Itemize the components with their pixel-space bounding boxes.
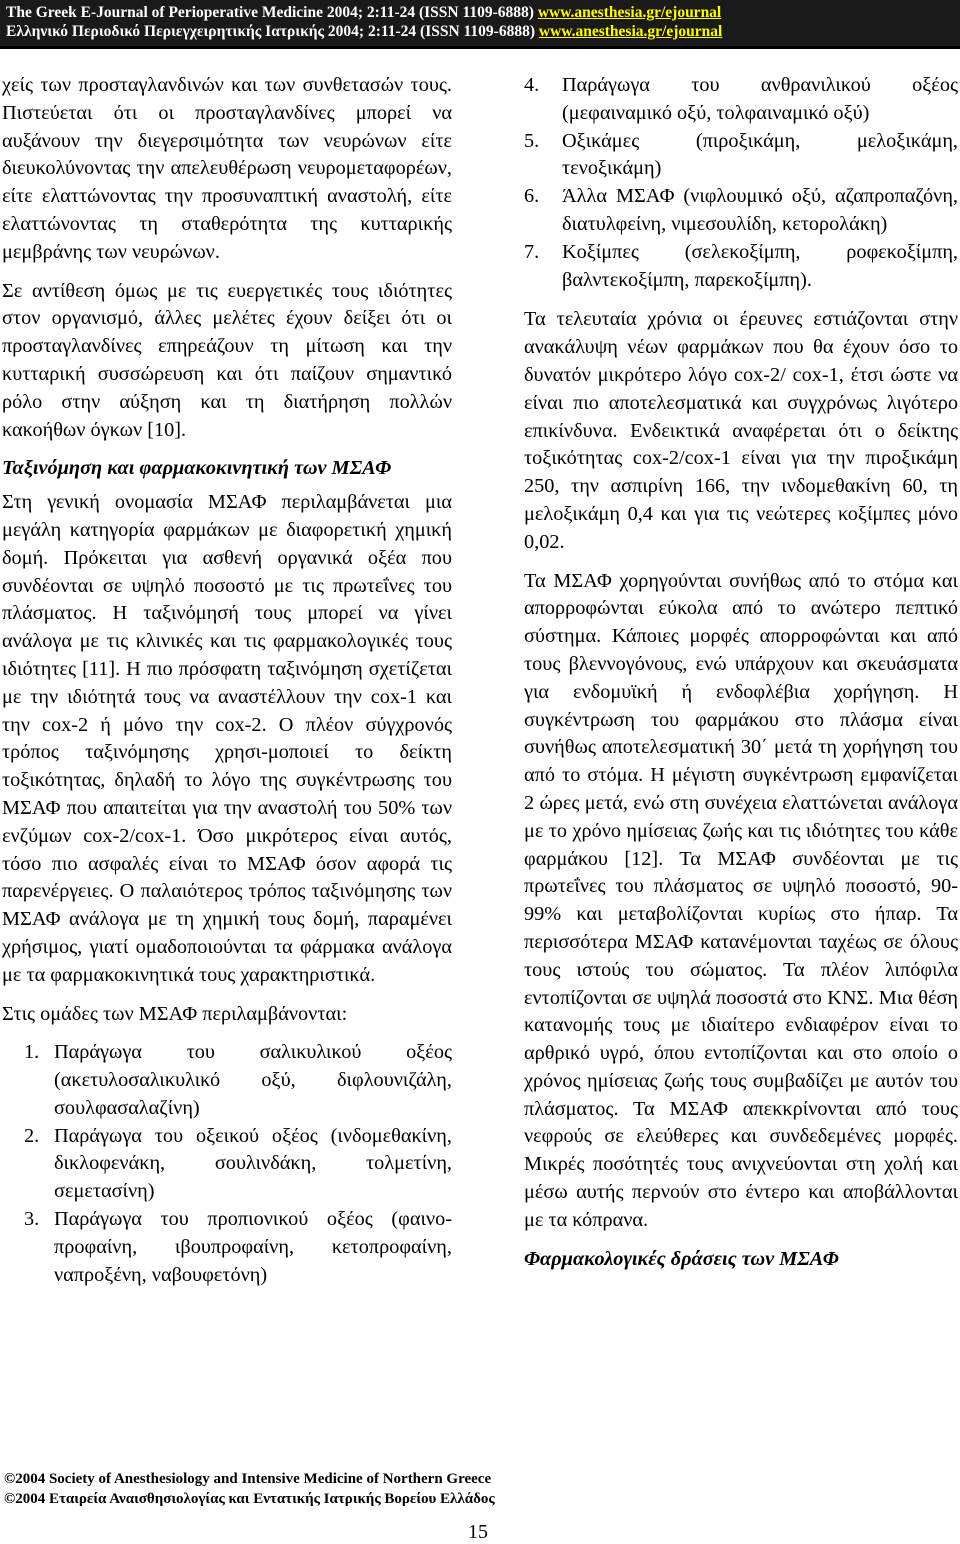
- copyright-greek: ©2004 Εταιρεία Αναισθησιολογίας και Εντατικής Ιατρικής Βορείου Ελλάδος: [4, 1491, 495, 1507]
- list-item-text: Παράγωγα του οξεικού οξέος (ινδομεθακίνη, δικλοφενάκη, σουλινδάκη, τολμετίνη, σεμετασίνη): [54, 1124, 452, 1203]
- list-item-text: Παράγωγα του ανθρανιλικού οξέος (μεφαιναμικό οξύ, τολφαιναμικό οξύ): [562, 74, 958, 124]
- list-item: [2, 1123, 452, 1206]
- nsaid-groups-list-continued: [524, 72, 958, 294]
- list-item-text: Οξικάμες (πιροξικάμη, μελοξικάμη, τενοξικάμη): [562, 129, 958, 180]
- paragraph: Τα τελευταία χρόνια οι έρευνες εστιάζονται στην ανακάλυψη νέων φαρμάκων που θα έχουν όσο το δυνατόν μικρότερο λόγο cox-2/ cox-1, έτσι ώστε να είναι πιο αποτελεσματικά και συγχρόνως λιγότερο επικίνδυνα. Ενδεικτικά αναφέρεται ότι ο δείκτης τοξικότητας cox-2/cox-1 είναι για την πιροξικάμη 250, την ασπιρίνη 166, την ινδομεθακίνη 60, τη μελοξικάμη 0,4 και για τις νεώτερες κοξίμπες μόνο 0,02.: [524, 308, 958, 553]
- list-item: [524, 183, 958, 239]
- page-number: 15: [468, 1521, 488, 1543]
- journal-header: [0, 0, 960, 46]
- header-divider: [0, 46, 960, 49]
- left-column: [2, 72, 452, 1301]
- nsaid-groups-list: [2, 1039, 452, 1289]
- list-item-text: Παράγωγα του σαλικυλικού οξέος (ακετυλοσαλικυλικό οξύ, διφλουνιζάλη, σουλφασαλαζίνη): [54, 1041, 452, 1119]
- list-item: [524, 72, 958, 128]
- copyright-footer: [4, 1469, 495, 1509]
- list-item-number: 3.: [24, 1208, 40, 1231]
- list-item-text: Άλλα ΜΣΑΦ (νιφλουμικό οξύ, αζαπροπαζόνη, διατυλφείνη, νιμεσουλίδη, κετορολάκη): [562, 185, 958, 235]
- paragraph: Στις ομάδες των ΜΣΑΦ περιλαμβάνονται:: [2, 1002, 348, 1025]
- header-citation-english: The Greek E-Journal of Perioperative Medicine 2004; 2:11-24 (ISSN 1109-6888): [6, 4, 538, 21]
- list-item-number: 4.: [524, 74, 540, 96]
- right-column: [524, 72, 958, 1279]
- header-line-english: [6, 3, 960, 22]
- list-item: [2, 1206, 452, 1289]
- section-heading: Φαρμακολογικές δράσεις των ΜΣΑΦ: [524, 1247, 839, 1270]
- list-item-text: Κοξίμπες (σελεκοξίμπη, ροφεκοξίμπη, βαλντεκοξίμπη, παρεκοξίμπη).: [562, 240, 958, 291]
- header-link-greek[interactable]: www.anesthesia.gr/ejournal: [538, 23, 723, 40]
- header-link-english[interactable]: www.anesthesia.gr/ejournal: [537, 4, 722, 21]
- paragraph: Σε αντίθεση όμως με τις ευεργετικές τους ιδιότητες στον οργανισμό, άλλες μελέτες έχουν δείξει ότι οι προσταγλανδίνες επηρεάζουν τη μίτωση και την κυτταρική συσσώρευση και ότι παίζουν σημαντικό ρόλο στην αύξηση και τη διατήρηση πολλών κακοήθων όγκων [10].: [2, 279, 452, 441]
- list-item-number: 6.: [524, 185, 540, 208]
- paragraph: Στη γενική ονομασία ΜΣΑΦ περιλαμβάνεται μια μεγάλη κατηγορία φαρμάκων με διαφορετική χημική δομή. Πρόκειται για ασθενή οργανικά οξέα που συνδέονται σε υψηλό ποσοστό με τις πρωτεΐνες του πλάσματος. Η ταξινόμησή τους μπορεί να γίνει ανάλογα με τις κλινικές και τις φαρμακολογικές τους ιδιότητες [11]. Η πιο πρόσφατη ταξινόμηση σχετίζεται με την ιδιότητά τους να αναστέλλουν την cox-1 και την cox-2 ή μόνο την cox-2. Ο πλέον σύγχρονός τρόπος ταξινόμησης χρησι-μοποιεί το δείκτη τοξικότητας, δηλαδή το λόγο της συγκέντρωσης του ΜΣΑΦ που απαιτείται για την αναστολή του 50% των ενζύμων cox-2/cox-1. Όσο μικρότερος είναι αυτός, τόσο πιο ασφαλές είναι το ΜΣΑΦ όσον αφορά τις παρενέργειες. Ο παλαιότερος τρόπος ταξινόμησης των ΜΣΑΦ ανάλογα με τη χημική τους δομή, παραμένει χρήσιμος, γιατί ομαδοποιούνται τα φάρμακα ανάλογα με τα φαρμακοκινητικά τους χαρακτηριστικά.: [2, 491, 452, 986]
- header-line-greek: [6, 22, 960, 41]
- list-item: [2, 1039, 452, 1122]
- list-item-number: 7.: [524, 240, 540, 263]
- list-item: [524, 128, 958, 184]
- header-citation-greek: Ελληνικό Περιοδικό Περιεγχειρητικής Ιατρικής 2004; 2:11-24 (ISSN 1109-6888): [6, 23, 539, 40]
- list-item-number: 5.: [524, 129, 540, 152]
- list-item-text: Παράγωγα του προπιονικού οξέος (φαινο-προφαίνη, ιβουπροφαίνη, κετοπροφαίνη, ναπροξένη, ναβουφετόνη): [54, 1208, 452, 1286]
- list-item: [524, 239, 958, 295]
- list-item-number: 1.: [24, 1041, 40, 1064]
- section-heading: Ταξινόμηση και φαρμακοκινητική των ΜΣΑΦ: [2, 457, 392, 480]
- list-item-number: 2.: [24, 1124, 40, 1147]
- paragraph: Τα ΜΣΑΦ χορηγούνται συνήθως από το στόμα και απορροφώνται εύκολα από το ανώτερο πεπτικό σύστημα. Κάποιες μορφές απορροφώνται και από τους βλεννογόνους, ενώ υπάρχουν και σκευάσματα για ενδομυϊκή ή ενδοφλέβια χορήγηση. Η συγκέντρωση του φαρμάκου στο πλάσμα είναι συνήθως αποτελεσματική 30΄ μετά τη χορήγηση του από το στόμα. Η μέγιστη συγκέντρωση εμφανίζεται 2 ώρες μετά, ενώ στη συνέχεια ελαττώνεται ανάλογα με το χρόνο ημίσειας ζωής και τις ιδιότητες του κάθε φαρμάκου [12]. Τα ΜΣΑΦ συνδέονται με τις πρωτεΐνες του πλάσματος σε υψηλό ποσοστό, 90-99% και μεταβολίζονται κυρίως στο ήπαρ. Τα περισσότερα ΜΣΑΦ κατανέμονται ταχέως σε όλους τους ιστούς του σώματος. Τα πλέον λιπόφιλα εντοπίζονται σε υψηλά ποσοστά στο ΚΝΣ. Μια θέση κατανομής τους με ιδιαίτερο ενδιαφέρον είναι το αρθρικό υγρό, όπου εντοπίζονται και στο οποίο ο χρόνος ημίσειας ζωής τους συμβαδίζει με αυτόν του πλάσματος. Τα ΜΣΑΦ απεκκρίνονται από τους νεφρούς σε ελεύθερες και συνδεδεμένες μορφές. Μικρές ποσότητές τους ανιχνεύονται στη χολή και μέσω αυτής περνούν στο έντερο και αποβάλλονται με τα κόπρανα.: [524, 569, 958, 1231]
- paragraph: χείς των προσταγλανδινών και των συνθετασών τους. Πιστεύεται ότι οι προσταγλανδίνες μπορεί να αυξάνουν την διεγερσιμότητα των νευρώνων είτε διευκολύνοντας την απελευθέρωση νευρομεταφορέων, είτε ελαττώνοντας την προσυναπτική αναστολή, είτε ελαττώνοντας τη σταθερότητα της κυτταρικής μεμβράνης των νευρώνων.: [2, 74, 452, 263]
- copyright-english: ©2004 Society of Anesthesiology and Intensive Medicine of Northern Greece: [4, 1471, 492, 1487]
